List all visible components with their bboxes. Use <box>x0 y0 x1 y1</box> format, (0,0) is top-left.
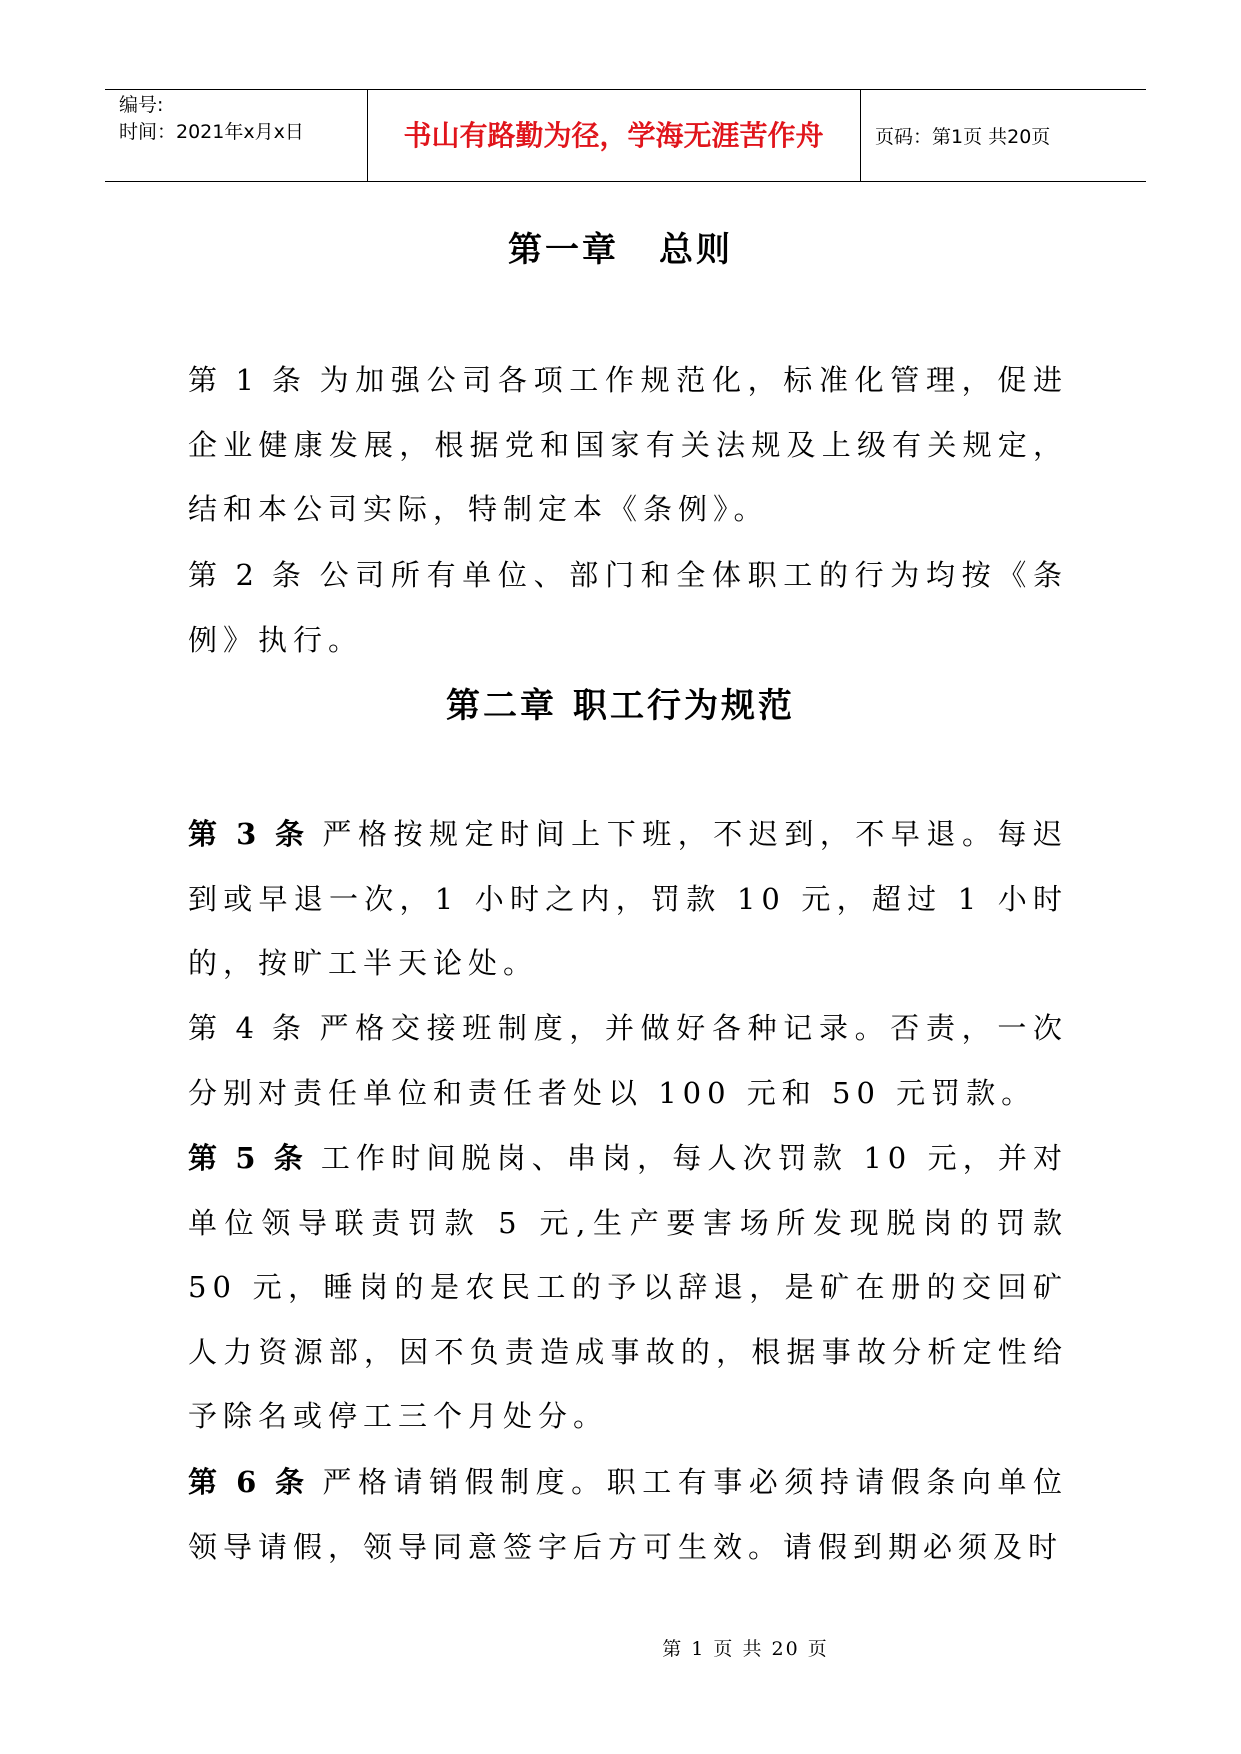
article-2 <box>188 543 1068 672</box>
article-6-lead: 第 6 条 <box>188 1465 309 1499</box>
article-5-lead: 第 5 条 <box>188 1141 307 1175</box>
chapter-2-number: 第二章 <box>446 686 557 726</box>
article-4-lead: 第 4 条 <box>188 1011 306 1045</box>
time-label: 时间：2021年x月x日 <box>119 121 304 143</box>
article-4 <box>188 996 1068 1125</box>
number-label: 编号: <box>119 94 164 116</box>
article-2-lead: 第 2 条 <box>188 558 306 592</box>
article-3-lead: 第 3 条 <box>188 817 309 851</box>
header-motto: 书山有路勤为径，学海无涯苦作舟 <box>403 119 824 152</box>
article-5 <box>188 1126 1068 1449</box>
article-1-lead: 第 1 条 <box>188 363 306 397</box>
header-page-info: 页码：第1页 共20页 <box>875 126 1051 148</box>
header-divider <box>860 90 861 181</box>
article-6-text: 严格请销假制度。职工有事必须持请假条向单位领导请假，领导同意签字后方可生效。请假到期必须及时 <box>188 1465 1068 1564</box>
chapter-1-heading <box>0 222 1241 271</box>
chapter-2-heading <box>0 678 1241 727</box>
article-5-text: 工作时间脱岗、串岗，每人次罚款 10 元，并对单位领导联责罚款 5 元,生产要害场所发现脱岗的罚款 50 元，睡岗的是农民工的予以辞退，是矿在册的交回矿人力资源部，因不负责造成事故的，根据事故分析定性给予除名或停工三个月处分。 <box>188 1141 1068 1433</box>
article-4-text: 严格交接班制度，并做好各种记录。否责，一次分别对责任单位和责任者处以 100 元和 50 元罚款。 <box>188 1011 1068 1110</box>
header-meta <box>119 92 304 146</box>
article-2-text: 公司所有单位、部门和全体职工的行为均按《条例》执行。 <box>188 558 1068 657</box>
chapter-1-number: 第一章 <box>508 230 619 270</box>
article-1 <box>188 348 1068 542</box>
chapter-2-title: 职工行为规范 <box>573 686 795 726</box>
document-header-table <box>105 89 1146 182</box>
article-3-text: 严格按规定时间上下班，不迟到，不早退。每迟到或早退一次，1 小时之内，罚款 10 元，超过 1 小时的，按旷工半天论处。 <box>188 817 1068 980</box>
article-3 <box>188 802 1068 996</box>
page-footer: 第 1 页 共 20 页 <box>662 1638 829 1660</box>
article-6 <box>188 1450 1068 1579</box>
article-1-text: 为加强公司各项工作规范化，标准化管理，促进企业健康发展，根据党和国家有关法规及上级有关规定，结和本公司实际，特制定本《条例》。 <box>188 363 1068 526</box>
chapter-1-title: 总则 <box>659 230 733 270</box>
